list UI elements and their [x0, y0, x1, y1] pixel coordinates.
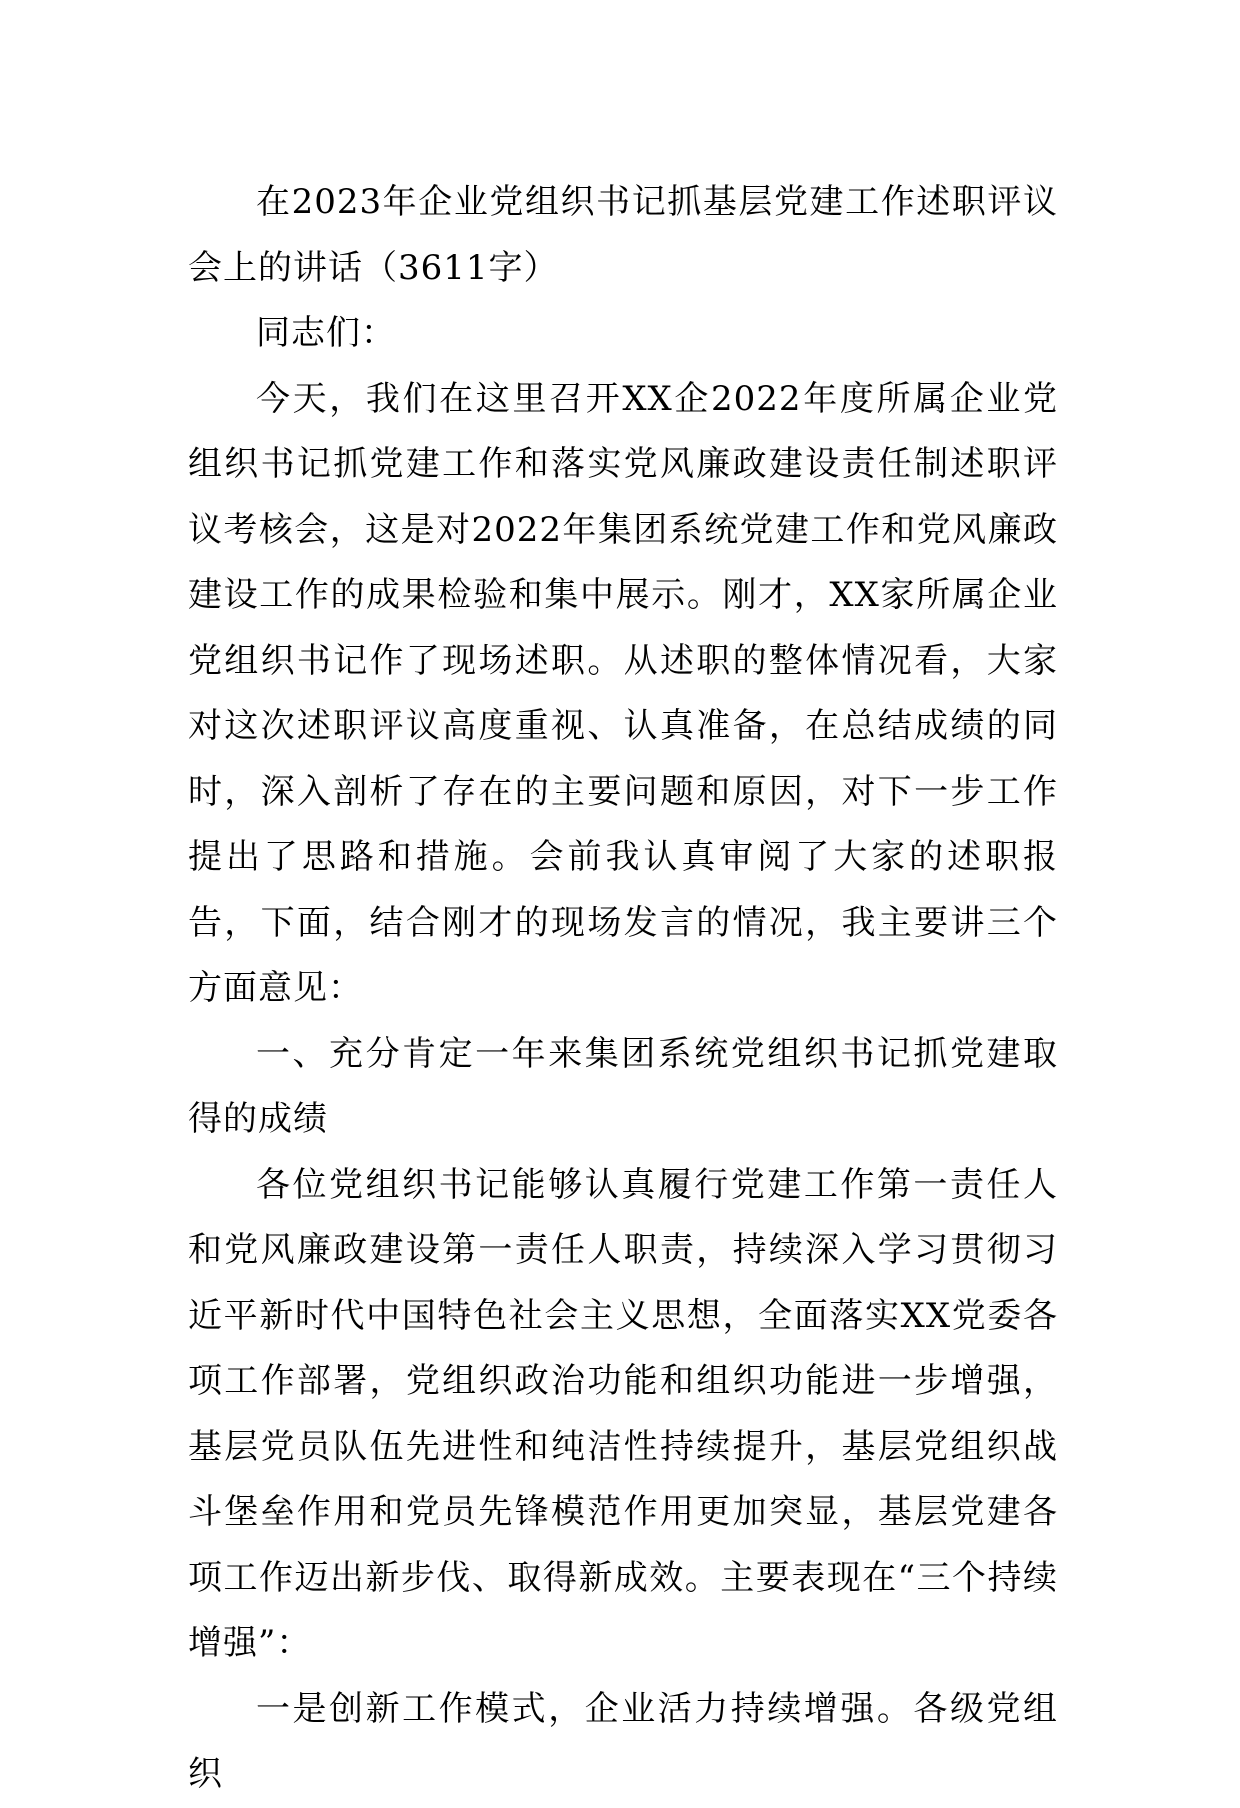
body-paragraph: 今天，我们在这里召开XX企2022年度所属企业党组织书记抓党建工作和落实党风廉政建设责任制述职评议考核会，这是对2022年集团系统党建工作和党风廉政建设工作的成果检验和集中展示。刚才，XX家所属企业党组织书记作了现场述职。从述职的整体情况看，大家对这次述职评议高度重视、认真准备，在总结成绩的同时，深入剖析了存在的主要问题和原因，对下一步工作提出了思路和措施。会前我认真审阅了大家的述职报告，下面，结合刚才的现场发言的情况，我主要讲三个方面意见： [188, 378, 1058, 1008]
document-title: 在2023年企业党组织书记抓基层党建工作述职评议会上的讲话（3611字） [188, 182, 1058, 288]
section-heading: 一、充分肯定一年来集团系统党组织书记抓党建取得的成绩 [188, 1033, 1058, 1139]
document-body [188, 170, 1058, 1808]
body-paragraph: 一是创新工作模式，企业活力持续增强。各级党组织 [188, 1688, 1058, 1794]
salutation: 同志们： [256, 313, 396, 353]
body-paragraph: 各位党组织书记能够认真履行党建工作第一责任人和党风廉政建设第一责任人职责，持续深入学习贯彻习近平新时代中国特色社会主义思想，全面落实XX党委各项工作部署，党组织政治功能和组织功能进一步增强，基层党员队伍先进性和纯洁性持续提升，基层党组织战斗堡垒作用和党员先锋模范作用更加突显，基层党建各项工作迈出新步伐、取得新成效。主要表现在“三个持续增强”： [188, 1164, 1058, 1663]
